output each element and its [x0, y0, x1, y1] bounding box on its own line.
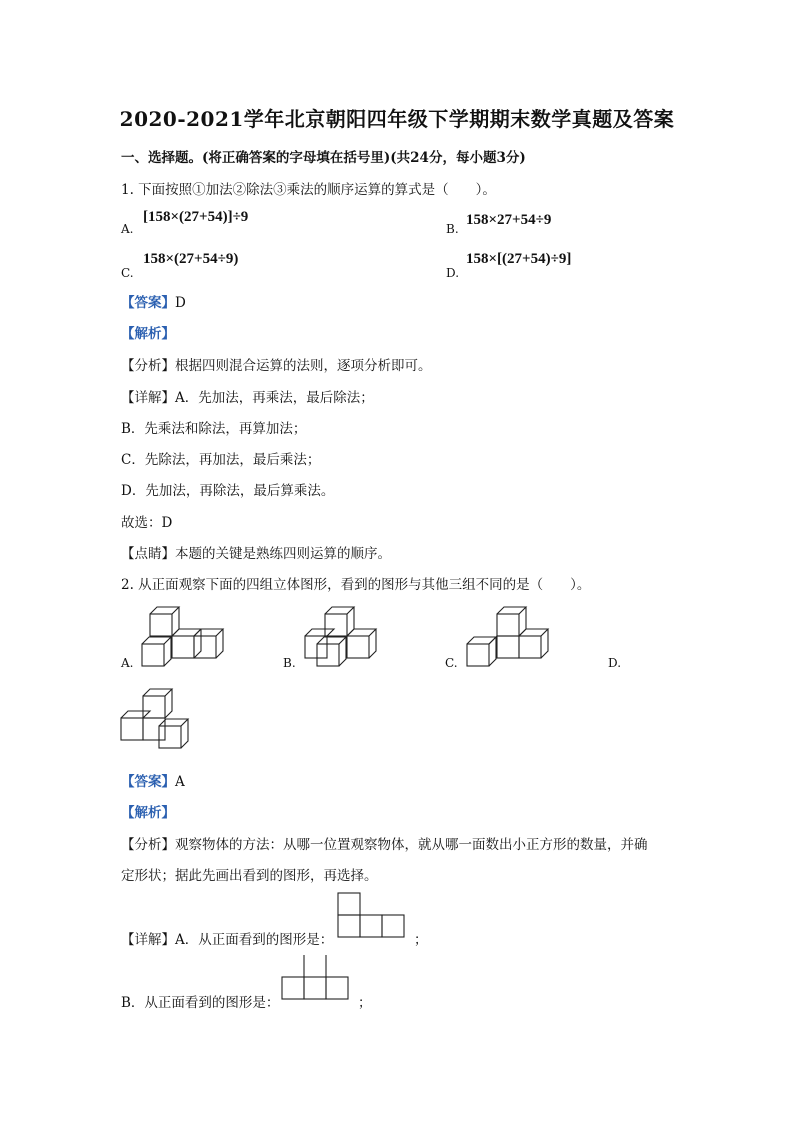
analysis-tag: 【解析】	[121, 805, 175, 821]
answer-value: A	[175, 774, 185, 790]
q2-fenxi-cont: 定形状；据此先画出看到的图形，再选择。	[121, 868, 378, 884]
q2-analysis-tag	[121, 801, 175, 821]
q2-option-b-letter: B.	[283, 656, 296, 670]
q2-figure-a	[140, 602, 230, 672]
option-letter: A.	[121, 222, 134, 236]
q2-figure-b	[303, 602, 393, 672]
xiangjie-tag: 【详解】	[121, 390, 175, 406]
xiangjie-tag: 【详解】	[121, 932, 175, 948]
q1-option-a	[121, 218, 133, 237]
q1-line-d: D．先加法，再除法，最后算乘法。	[121, 483, 335, 499]
option-letter: C.	[121, 266, 134, 280]
q2-answer	[121, 770, 185, 790]
q2-front-view-b	[282, 955, 354, 1003]
q2-figure-d	[119, 686, 209, 756]
fenxi-text: 观察物体的方法：从哪一位置观察物体，就从哪一面数出小正方形的数量，并确	[175, 837, 648, 853]
q1-option-a-expr: [158×(27+54)]÷9	[143, 209, 249, 225]
fenxi-text: 根据四则混合运算的法则，逐项分析即可。	[175, 358, 432, 374]
q1-option-c-expr: 158×(27+54÷9)	[143, 251, 239, 267]
answer-value: D	[175, 295, 186, 311]
q1-stem: 1. 下面按照①加法②除法③乘法的顺序运算的算式是（ ）。	[121, 182, 496, 198]
cube-row	[497, 629, 548, 658]
q1-choose: 故选：D	[121, 515, 173, 531]
q1-analysis-tag	[121, 322, 175, 342]
page-title: 2020-2021学年北京朝阳四年级下学期期末数学真题及答案	[119, 107, 675, 131]
xiangjie-text: A．先加法，再乘法，最后除法；	[175, 390, 374, 406]
q2-option-d-letter: D.	[608, 656, 622, 670]
q1-line-b: B．先乘法和除法，再算加法；	[121, 421, 307, 437]
q2-front-view-a	[338, 893, 410, 941]
cube-row	[305, 629, 376, 658]
answer-tag: 【答案】	[121, 774, 175, 790]
fenxi-tag: 【分析】	[121, 837, 175, 853]
answer-tag: 【答案】	[121, 295, 175, 311]
analysis-tag: 【解析】	[121, 326, 175, 342]
q1-option-b	[446, 218, 459, 237]
q2-stem: 2. 从正面观察下面的四组立体图形，看到的图形与其他三组不同的是（ ）。	[121, 577, 591, 593]
q1-option-c	[121, 262, 134, 281]
cube-top	[325, 607, 354, 636]
section-heading: 一、选择题。(将正确答案的字母填在括号里)(共24分，每小题3分)	[121, 150, 526, 166]
dianjing-text: 本题的关键是熟练四则运算的顺序。	[175, 546, 391, 562]
cube-front	[317, 637, 346, 666]
fenxi-tag: 【分析】	[121, 358, 175, 374]
dianjing-tag: 【点睛】	[121, 546, 175, 562]
semicolon: ；	[358, 995, 372, 1011]
q2-xiangjie-b: B．从正面看到的图形是：	[121, 995, 280, 1011]
q1-fenxi	[121, 354, 432, 374]
cube-top	[150, 607, 179, 636]
q2-option-a-letter: A.	[121, 656, 134, 670]
q1-line-c: C．先除法，再加法，最后乘法；	[121, 452, 321, 468]
q1-answer	[121, 291, 186, 311]
q1-option-b-expr: 158×27+54÷9	[466, 212, 552, 228]
q1-option-d	[446, 262, 459, 281]
cube-top	[497, 607, 526, 636]
q1-option-d-expr: 158×[(27+54)÷9]	[466, 251, 572, 267]
option-letter: D.	[446, 266, 460, 280]
q2-figure-c	[465, 602, 560, 672]
q2-xiangjie-a	[121, 928, 333, 948]
cube-row	[172, 629, 223, 658]
xiangjie-text: A．从正面看到的图形是：	[175, 932, 334, 948]
cube-front	[467, 636, 497, 666]
semicolon: ；	[414, 932, 428, 948]
option-letter: B.	[446, 222, 459, 236]
q2-option-c-letter: C.	[445, 656, 458, 670]
q2-fenxi	[121, 833, 648, 853]
cube-front	[142, 637, 171, 666]
q1-dianjing	[121, 542, 391, 562]
cube-front	[159, 719, 188, 748]
q1-xiangjie	[121, 386, 374, 406]
